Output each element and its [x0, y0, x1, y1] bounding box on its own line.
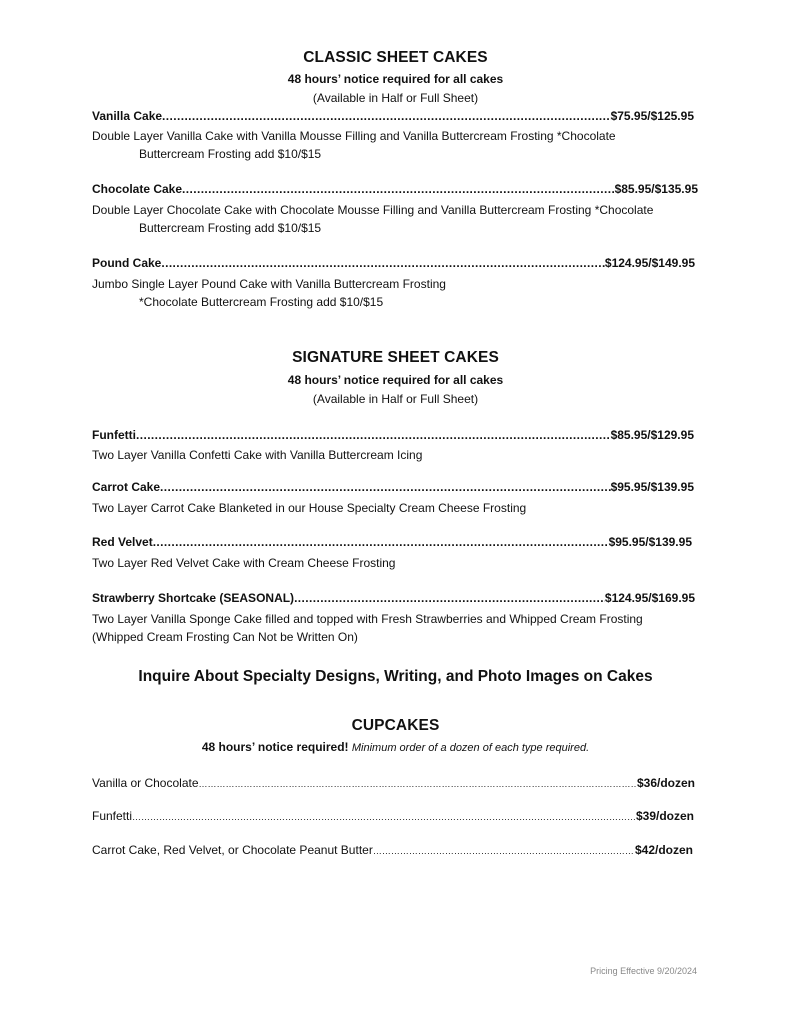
- description-line: Two Layer Vanilla Confetti Cake with Vanilla Buttercream Icing: [92, 448, 423, 462]
- item-description: [92, 201, 712, 237]
- description-line: Buttercream Frosting add $10/$15: [139, 221, 322, 235]
- cupcake-item-vanilla-chocolate: [92, 776, 695, 790]
- item-price: $42/dozen: [634, 843, 693, 857]
- description-line: Two Layer Vanilla Sponge Cake filled and topped with Fresh Strawberries and Whipped Cream Frosting: [92, 612, 643, 626]
- description-line: *Chocolate Buttercream Frosting add $10/$15: [139, 295, 384, 309]
- menu-item-pound-cake: [92, 256, 695, 270]
- item-price: $39/dozen: [635, 809, 694, 823]
- description-line: Jumbo Single Layer Pound Cake with Vanilla Buttercream Frosting: [92, 277, 446, 291]
- leader-dots: [182, 182, 615, 196]
- item-price: $124.95/$149.95: [604, 256, 695, 270]
- item-name: Carrot Cake, Red Velvet, or Chocolate Peanut Butter: [92, 843, 373, 857]
- item-price: $85.95/$135.95: [614, 182, 698, 196]
- leader-dots: [294, 591, 605, 605]
- cupcakes-notice-bold: 48 hours’ notice required!: [201, 740, 349, 754]
- menu-item-vanilla-cake: [92, 109, 694, 123]
- item-description: [92, 499, 712, 517]
- leader-dots: [136, 428, 611, 442]
- description-line: (Whipped Cream Frosting Can Not be Written On): [92, 630, 358, 644]
- item-description: [92, 275, 712, 311]
- item-description: [92, 610, 712, 646]
- menu-item-funfetti: [92, 428, 694, 442]
- signature-availability: (Available in Half or Full Sheet): [312, 392, 479, 406]
- menu-item-strawberry-shortcake: [92, 591, 695, 605]
- description-line: Buttercream Frosting add $10/$15: [139, 147, 322, 161]
- leader-dots: [162, 109, 611, 123]
- leader-dots: [153, 535, 609, 549]
- item-name: Chocolate Cake: [92, 182, 183, 196]
- item-name: Funfetti: [92, 809, 133, 823]
- leader-dots: [161, 256, 605, 270]
- description-line: Double Layer Chocolate Cake with Chocolate Mousse Filling and Vanilla Buttercream Frosting *Chocolate: [92, 203, 654, 217]
- item-name: Red Velvet: [92, 535, 153, 549]
- classic-availability: (Available in Half or Full Sheet): [312, 91, 479, 105]
- leader-dots: [373, 846, 635, 856]
- cupcake-item-carrot-red-velvet-pb: [92, 843, 693, 857]
- item-name: Vanilla or Chocolate: [92, 776, 199, 790]
- classic-notice: 48 hours’ notice required for all cakes: [287, 72, 504, 86]
- leader-dots: [199, 779, 637, 789]
- inquire-heading: Inquire About Specialty Designs, Writing, and Photo Images on Cakes: [138, 668, 653, 685]
- description-line: Double Layer Vanilla Cake with Vanilla Mousse Filling and Vanilla Buttercream Frosting *Chocolate: [92, 129, 616, 143]
- description-line: Two Layer Carrot Cake Blanketed in our House Specialty Cream Cheese Frosting: [92, 501, 527, 515]
- item-price: $95.95/$139.95: [610, 480, 694, 494]
- item-name: Pound Cake: [92, 256, 162, 270]
- signature-section-title: SIGNATURE SHEET CAKES: [292, 349, 499, 366]
- leader-dots: [132, 812, 636, 822]
- item-price: $95.95/$139.95: [608, 535, 692, 549]
- menu-item-red-velvet: [92, 535, 692, 549]
- item-price: $75.95/$125.95: [610, 109, 694, 123]
- signature-notice: 48 hours’ notice required for all cakes: [287, 373, 504, 387]
- cupcakes-notice: [0, 740, 791, 754]
- item-name: Funfetti: [92, 428, 136, 442]
- item-name: Strawberry Shortcake (SEASONAL): [92, 591, 295, 605]
- cupcakes-section-title: CUPCAKES: [351, 717, 440, 734]
- item-price: $124.95/$169.95: [604, 591, 695, 605]
- cupcakes-notice-italic: Minimum order of a dozen of each type required.: [351, 742, 590, 754]
- item-price: $85.95/$129.95: [610, 428, 694, 442]
- item-name: Carrot Cake: [92, 480, 161, 494]
- item-description: [92, 446, 712, 464]
- cupcake-item-funfetti: [92, 809, 694, 823]
- item-price: $36/dozen: [636, 776, 695, 790]
- leader-dots: [160, 480, 611, 494]
- item-description: [92, 554, 712, 572]
- item-description: [92, 127, 712, 163]
- pricing-effective-footer: Pricing Effective 9/20/2024: [590, 966, 697, 976]
- menu-item-chocolate-cake: [92, 182, 698, 196]
- description-line: Two Layer Red Velvet Cake with Cream Cheese Frosting: [92, 556, 396, 570]
- item-name: Vanilla Cake: [92, 109, 163, 123]
- classic-section-title: CLASSIC SHEET CAKES: [303, 49, 488, 66]
- menu-item-carrot-cake: [92, 480, 694, 494]
